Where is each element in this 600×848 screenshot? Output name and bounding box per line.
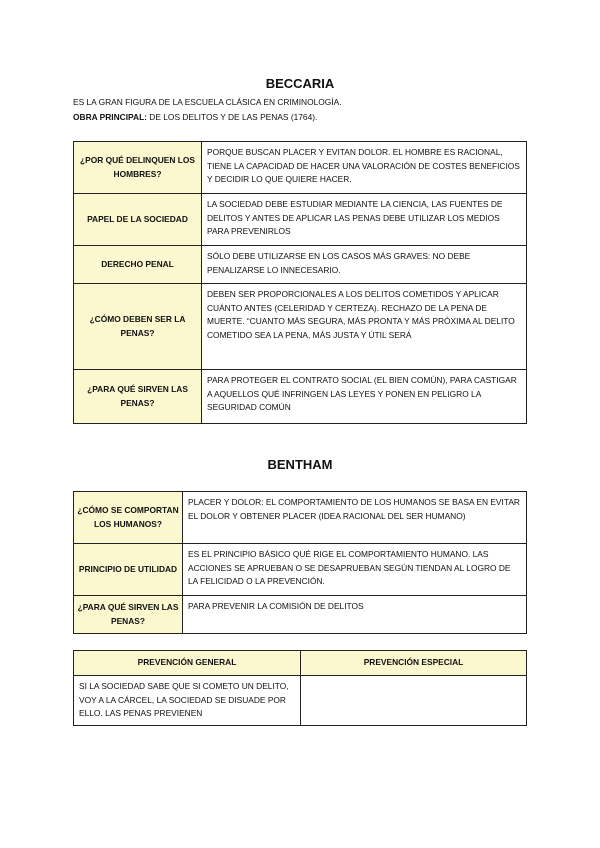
table-row xyxy=(74,651,527,676)
row-label: ¿POR QUÉ DELINQUEN LOS HOMBRES? xyxy=(74,142,202,194)
row-value: DEBEN SER PROPORCIONALES A LOS DELITOS COMETIDOS Y APLICAR CUÁNTO ANTES (CELERIDAD Y CERTEZA). RECHAZO DE LA PENA DE MUERTE. “CUANTO MÁS SEGURA, MÁS PRONTA Y MÁS PRÓXIMA AL DELITO COMETIDO SEA LA PENA, MÁS JUSTA Y ÚTIL SERÁ xyxy=(202,284,527,370)
row-label: ¿PARA QUÉ SIRVEN LAS PENAS? xyxy=(74,596,183,634)
table-row xyxy=(74,676,527,726)
beccaria-intro xyxy=(73,95,342,125)
table-row xyxy=(74,492,527,544)
row-value: SÓLO DEBE UTILIZARSE EN LOS CASOS MÁS GRAVES: NO DEBE PENALIZARSE LO INNECESARIO. xyxy=(202,246,527,284)
table-row xyxy=(74,596,527,634)
obra-line xyxy=(73,110,342,125)
intro-line: ES LA GRAN FIGURA DE LA ESCUELA CLÁSICA EN CRIMINOLOGÍA. xyxy=(73,97,342,107)
row-label: ¿PARA QUÉ SIRVEN LAS PENAS? xyxy=(74,370,202,424)
prevencion-especial-text xyxy=(301,676,527,726)
table-row xyxy=(74,370,527,424)
row-value: PORQUE BUSCAN PLACER Y EVITAN DOLOR. EL HOMBRE ES RACIONAL, TIENE LA CAPACIDAD DE HACER UNA VALORACIÓN DE COSTES BENEFICIOS Y DECIDIR LO QUE QUIERE HACER. xyxy=(202,142,527,194)
row-value: PLACER Y DOLOR: EL COMPORTAMIENTO DE LOS HUMANOS SE BASA EN EVITAR EL DOLOR Y OBTENER PLACER (IDEA RACIONAL DEL SER HUMANO) xyxy=(183,492,527,544)
row-value: ES EL PRINCIPIO BÁSICO QUÉ RIGE EL COMPORTAMIENTO HUMANO. LAS ACCIONES SE APRUEBAN O SE DESAPRUEBAN SEGÚN TIENDAN AL LOGRO DE LA FELICIDAD O LA PREVENCIÓN. xyxy=(183,544,527,596)
table-row xyxy=(74,544,527,596)
row-label: PRINCIPIO DE UTILIDAD xyxy=(74,544,183,596)
table-row xyxy=(74,284,527,370)
obra-label: OBRA PRINCIPAL: xyxy=(73,112,147,122)
row-label: ¿CÓMO DEBEN SER LA PENAS? xyxy=(74,284,202,370)
bentham-title: BENTHAM xyxy=(267,457,333,472)
table-row xyxy=(74,246,527,284)
prevencion-especial-header: PREVENCIÓN ESPECIAL xyxy=(301,651,527,676)
row-label: PAPEL DE LA SOCIEDAD xyxy=(74,194,202,246)
prevencion-table xyxy=(73,650,527,726)
table-row xyxy=(74,142,527,194)
prevencion-general-text: SI LA SOCIEDAD SABE QUE SI COMETO UN DELITO, VOY A LA CÁRCEL, LA SOCIEDAD SE DISUADE POR ELLO. LAS PENAS PREVIENEN xyxy=(74,676,301,726)
beccaria-title: BECCARIA xyxy=(265,76,335,91)
obra-value: DE LOS DELITOS Y DE LAS PENAS (1764). xyxy=(146,112,318,122)
row-value: PARA PROTEGER EL CONTRATO SOCIAL (EL BIEN COMÚN), PARA CASTIGAR A AQUELLOS QUÉ INFRINGEN LAS LEYES Y PONEN EN PELIGRO LA SEGURIDAD COMÚN xyxy=(202,370,527,424)
row-value: PARA PREVENIR LA COMISIÓN DE DELITOS xyxy=(183,596,527,634)
prevencion-general-header: PREVENCIÓN GENERAL xyxy=(74,651,301,676)
table-row xyxy=(74,194,527,246)
row-label: DERECHO PENAL xyxy=(74,246,202,284)
row-label: ¿CÓMO SE COMPORTAN LOS HUMANOS? xyxy=(74,492,183,544)
bentham-table xyxy=(73,491,527,634)
beccaria-table xyxy=(73,141,527,424)
row-value: LA SOCIEDAD DEBE ESTUDIAR MEDIANTE LA CIENCIA, LAS FUENTES DE DELITOS Y ANTES DE APLICAR LAS PENAS DEBE UTILIZAR LOS MEDIOS PARA PREVENIRLOS xyxy=(202,194,527,246)
